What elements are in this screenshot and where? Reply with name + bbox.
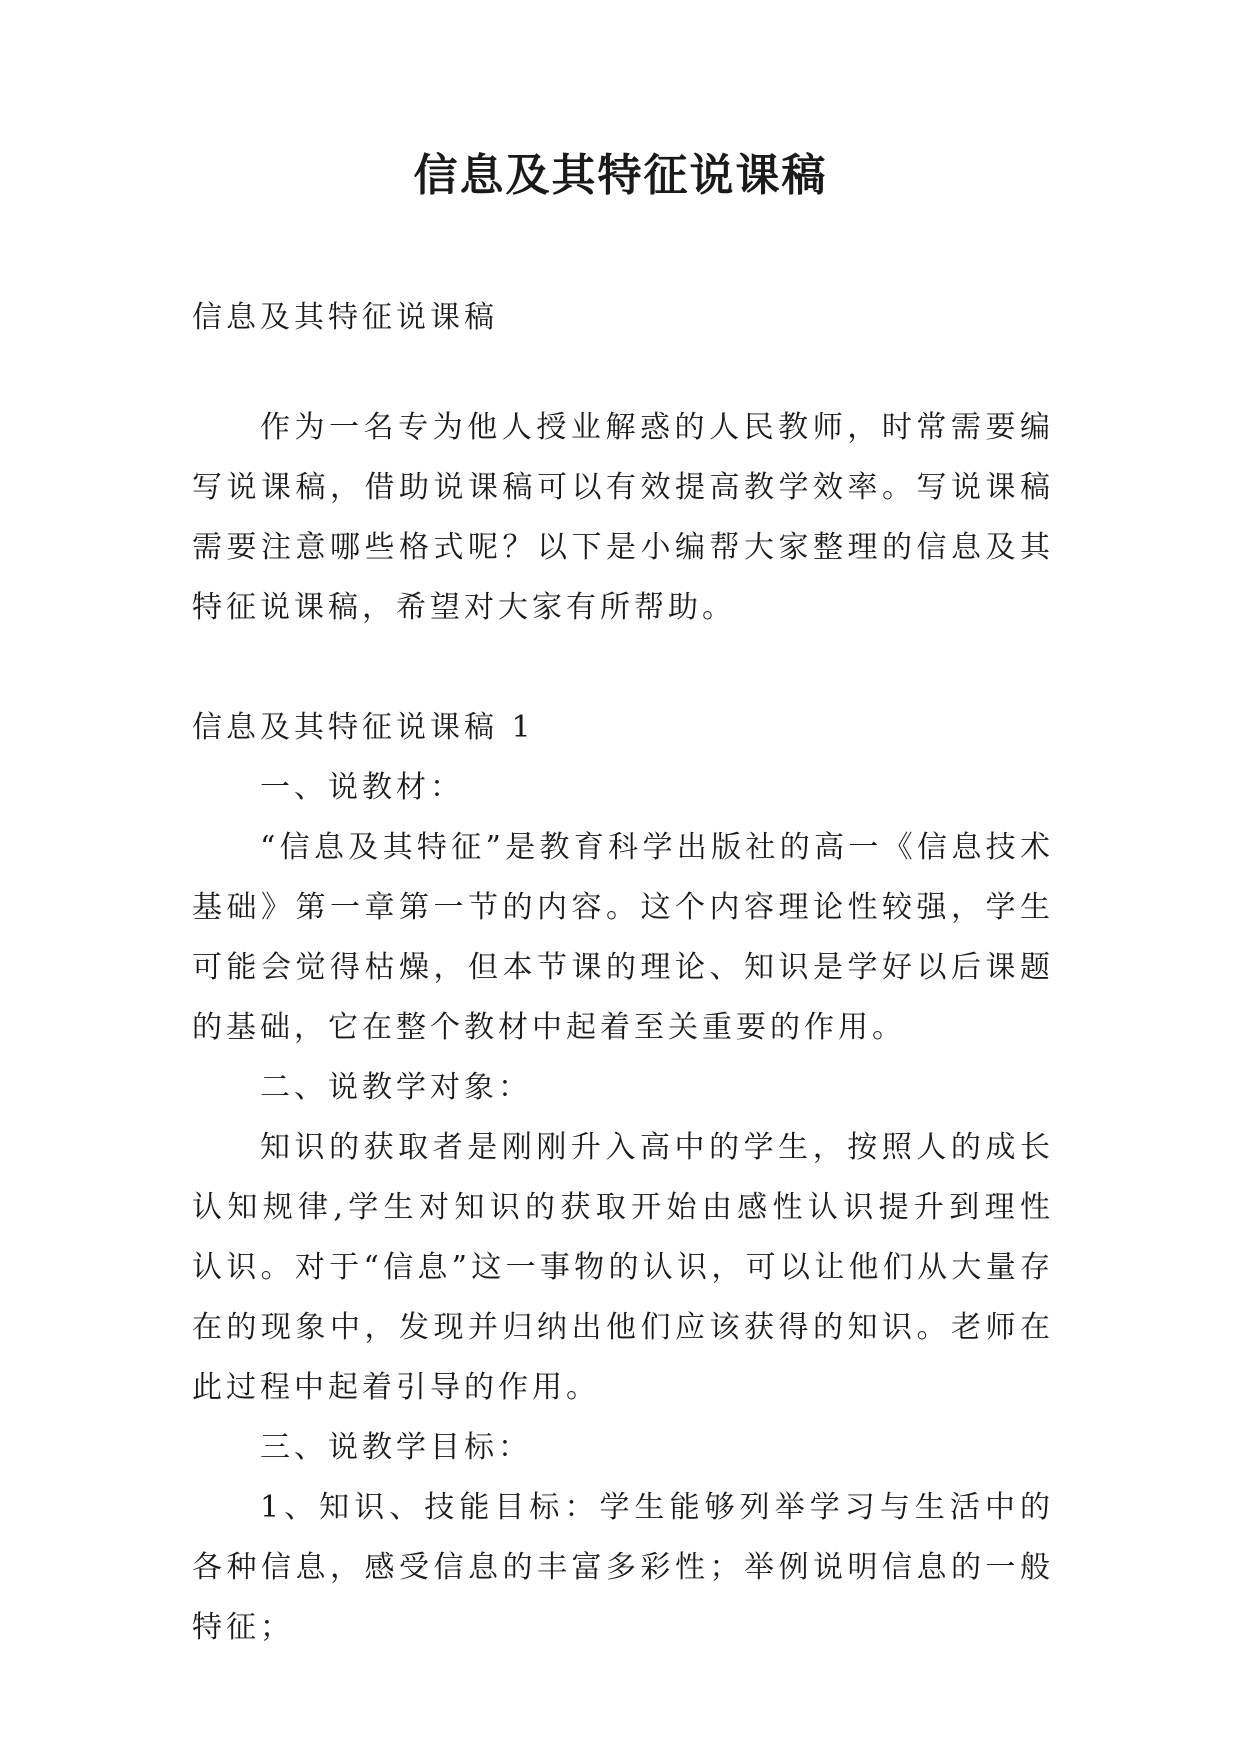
paragraph-textbook: “信息及其特征”是教育科学出版社的高一《信息技术基础》第一章第一节的内容。这个内容理论性较强，学生可能会觉得枯燥，但本节课的理论、知识是学好以后课题的基础，它在整个教材中起着至关重要的作用。 (192, 830, 1054, 1045)
section-heading-students: 二、说教学对象： (260, 1070, 532, 1105)
section-heading-textbook: 一、说教材： (260, 770, 464, 805)
paragraph-students: 知识的获取者是刚刚升入高中的学生，按照人的成长认知规律,学生对知识的获取开始由感性认识提升到理性认识。对于“信息”这一事物的认识，可以让他们从大量存在的现象中，发现并归纳出他们应该获得的知识。老师在此过程中起着引导的作用。 (192, 1130, 1054, 1405)
section-heading: 信息及其特征说课稿 1 (192, 710, 535, 745)
paragraph-goals: 1、知识、技能目标：学生能够列举学习与生活中的各种信息，感受信息的丰富多彩性；举例说明信息的一般特征； (192, 1490, 1054, 1645)
document-subtitle: 信息及其特征说课稿 (192, 300, 498, 335)
section-1 (192, 698, 1054, 1658)
intro-paragraph-block (192, 398, 1054, 638)
section-heading-goals: 三、说教学目标： (260, 1430, 532, 1465)
document-title: 信息及其特征说课稿 (413, 150, 828, 201)
intro-paragraph: 作为一名专为他人授业解惑的人民教师，时常需要编写说课稿，借助说课稿可以有效提高教学效率。写说课稿需要注意哪些格式呢？以下是小编帮大家整理的信息及其特征说课稿，希望对大家有所帮助。 (192, 410, 1054, 625)
